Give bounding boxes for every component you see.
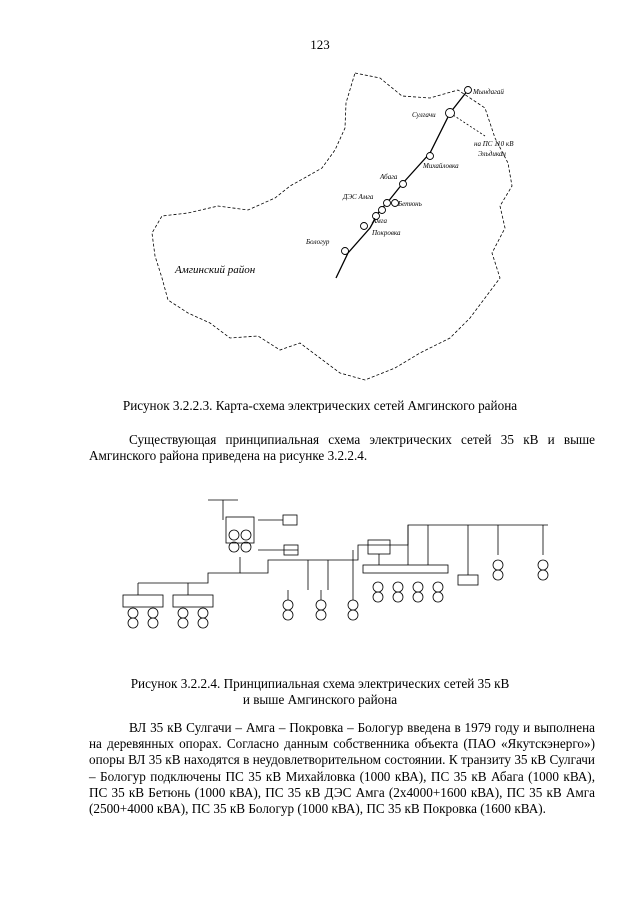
label-abaga: Абага bbox=[380, 173, 398, 181]
page-number: 123 bbox=[310, 37, 330, 52]
network-scheme bbox=[108, 495, 568, 655]
branch-line bbox=[450, 113, 485, 136]
label-pokrovka: Покровка bbox=[372, 229, 401, 237]
label-bologur: Бологур bbox=[306, 238, 330, 246]
label-mikhailovka: Михайловка bbox=[423, 162, 459, 170]
paragraph-intro bbox=[89, 432, 595, 464]
figure2-caption-line1: Рисунок 3.2.2.4. Принципиальная схема электрических сетей 35 кВ bbox=[130, 676, 510, 691]
label-ps110: на ПС 110 кВ bbox=[474, 140, 514, 148]
label-myndagai: Мындагай bbox=[473, 88, 504, 96]
region-label: Амгинский район bbox=[175, 264, 256, 276]
label-des-amga: ДЭС Амга bbox=[343, 193, 374, 201]
district-map bbox=[140, 68, 540, 388]
substation-markers bbox=[342, 87, 472, 255]
label-eldikan: Эльдикан bbox=[478, 150, 506, 158]
figure2-caption-line2: и выше Амгинского района bbox=[242, 692, 398, 707]
figure2-caption bbox=[60, 676, 580, 708]
paragraph-intro-text: Существующая принципиальная схема электрических сетей 35 кВ и выше Амгинского района приведена на рисунке 3.2.2.4. bbox=[89, 432, 595, 464]
district-border bbox=[152, 73, 512, 380]
figure1-caption: Рисунок 3.2.2.3. Карта-схема электрических сетей Амгинского района bbox=[122, 398, 518, 413]
label-amga: Амга bbox=[372, 217, 387, 225]
paragraph-description-text: ВЛ 35 кВ Сулгачи – Амга – Покровка – Бологур введена в 1979 году и выполнена на деревянных опорах. Согласно данным собственника объекта (ПАО «Якутскэнерго») опоры ВЛ 35 кВ находятся в неудовлетворительном состоянии. К транзиту 35 кВ Сулгачи – Бологур подключены ПС 35 кВ Михайловка (1000 кВА), ПС 35 кВ Абага (1000 кВА), ПС 35 кВ Бетюнь (1000 кВА), ПС 35 кВ ДЭС Амга (2х4000+1600 кВА), ПС 35 кВ Амга (2500+4000 кВА), ПС 35 кВ Бологур (1000 кВА), ПС 35 кВ Покровка (1600 кВА). bbox=[89, 720, 595, 817]
label-betyun: Бетюнь bbox=[398, 200, 422, 208]
label-sulgachi: Сулгачи bbox=[412, 111, 436, 119]
paragraph-description bbox=[89, 720, 595, 817]
